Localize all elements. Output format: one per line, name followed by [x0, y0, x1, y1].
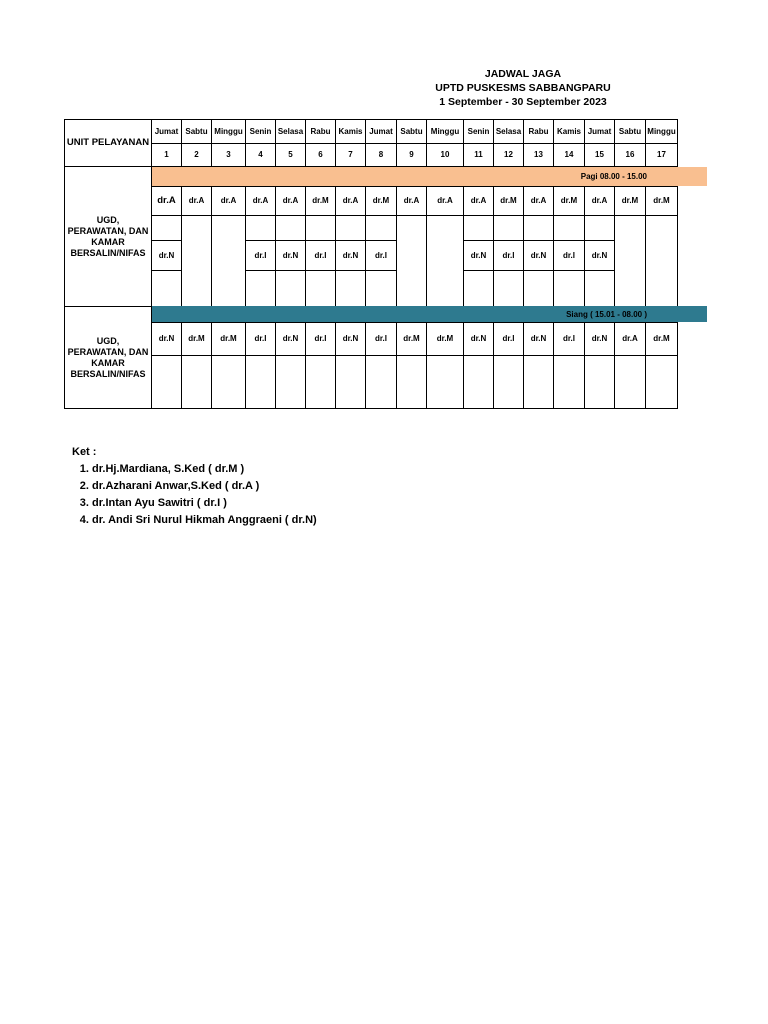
siang-duty-cell: dr.M — [211, 322, 246, 356]
pagi-duty-cell: dr.M — [614, 186, 646, 216]
pagi-duty-cell: dr.A — [245, 186, 276, 216]
date-header-cell: 16 — [614, 143, 646, 167]
pagi-empty-cell — [426, 215, 464, 307]
pagi-duty-cell: dr.A — [181, 186, 212, 216]
siang-duty-cell: dr.M — [645, 322, 678, 356]
pagi-empty-cell — [181, 215, 212, 307]
siang-empty-cell — [151, 355, 182, 409]
siang-duty-cell: dr.N — [584, 322, 615, 356]
schedule-title: JADWAL JAGA — [484, 68, 562, 80]
siang-empty-cell — [365, 355, 397, 409]
siang-duty-cell: dr.I — [245, 322, 276, 356]
pagi-duty-cell: dr.A — [426, 186, 464, 216]
day-header-cell: Rabu — [305, 119, 336, 144]
pagi-empty-cell — [523, 270, 554, 307]
date-header-cell: 8 — [365, 143, 397, 167]
siang-duty-cell: dr.I — [553, 322, 585, 356]
pagi-duty-cell: dr.I — [365, 240, 397, 271]
siang-empty-cell — [181, 355, 212, 409]
pagi-empty-cell — [275, 215, 306, 241]
pagi-duty-cell: dr.A — [584, 186, 615, 216]
day-header-cell: Kamis — [335, 119, 366, 144]
siang-empty-cell — [211, 355, 246, 409]
pagi-empty-cell — [584, 215, 615, 241]
pagi-empty-cell — [553, 270, 585, 307]
pagi-unit-cell: UGD, PERAWATAN, DAN KAMAR BERSALIN/NIFAS — [64, 166, 152, 307]
siang-shift-band: Siang ( 15.01 - 08.00 ) — [151, 306, 707, 322]
siang-empty-cell — [523, 355, 554, 409]
siang-duty-cell: dr.N — [151, 322, 182, 356]
day-header-cell: Minggu — [645, 119, 678, 144]
pagi-empty-cell — [365, 215, 397, 241]
siang-duty-cell: dr.N — [335, 322, 366, 356]
day-header-cell: Minggu — [211, 119, 246, 144]
date-header-cell: 5 — [275, 143, 306, 167]
pagi-duty-cell: dr.I — [305, 240, 336, 271]
date-header-cell: 13 — [523, 143, 554, 167]
date-header-cell: 17 — [645, 143, 678, 167]
pagi-duty-cell: dr.A — [396, 186, 427, 216]
pagi-empty-cell — [396, 215, 427, 307]
pagi-duty-cell: dr.N — [335, 240, 366, 271]
pagi-empty-cell — [335, 270, 366, 307]
siang-duty-cell: dr.N — [523, 322, 554, 356]
date-header-cell: 11 — [463, 143, 494, 167]
date-header-cell: 4 — [245, 143, 276, 167]
day-header-cell: Senin — [463, 119, 494, 144]
date-header-cell: 7 — [335, 143, 366, 167]
siang-empty-cell — [463, 355, 494, 409]
pagi-empty-cell — [245, 270, 276, 307]
pagi-duty-cell: dr.M — [305, 186, 336, 216]
pagi-duty-cell: dr.N — [463, 240, 494, 271]
pagi-duty-cell: dr.I — [245, 240, 276, 271]
siang-empty-cell — [275, 355, 306, 409]
pagi-duty-cell: dr.A — [275, 186, 306, 216]
pagi-duty-cell: dr.N — [151, 240, 182, 271]
pagi-empty-cell — [553, 215, 585, 241]
pagi-duty-cell: dr.A — [523, 186, 554, 216]
pagi-duty-cell: dr.N — [584, 240, 615, 271]
pagi-empty-cell — [365, 270, 397, 307]
date-header-cell: 14 — [553, 143, 585, 167]
pagi-empty-cell — [463, 270, 494, 307]
notes-label: Ket : — [72, 446, 97, 458]
siang-empty-cell — [396, 355, 427, 409]
unit-header-cell: UNIT PELAYANAN — [64, 119, 152, 167]
day-header-cell: Kamis — [553, 119, 585, 144]
siang-unit-cell: UGD, PERAWATAN, DAN KAMAR BERSALIN/NIFAS — [64, 306, 152, 409]
day-header-cell: Senin — [245, 119, 276, 144]
pagi-empty-cell — [493, 270, 524, 307]
day-header-cell: Rabu — [523, 119, 554, 144]
siang-empty-cell — [305, 355, 336, 409]
pagi-duty-cell: dr.N — [275, 240, 306, 271]
pagi-duty-cell: dr.M — [493, 186, 524, 216]
pagi-empty-cell — [493, 215, 524, 241]
day-header-cell: Selasa — [275, 119, 306, 144]
pagi-empty-cell — [335, 215, 366, 241]
day-header-cell: Jumat — [584, 119, 615, 144]
pagi-duty-cell: dr.A — [463, 186, 494, 216]
pagi-empty-cell — [463, 215, 494, 241]
pagi-empty-cell — [305, 270, 336, 307]
siang-duty-cell: dr.I — [305, 322, 336, 356]
siang-empty-cell — [614, 355, 646, 409]
pagi-empty-cell — [305, 215, 336, 241]
day-header-cell: Minggu — [426, 119, 464, 144]
day-header-cell: Jumat — [151, 119, 182, 144]
day-header-cell: Selasa — [493, 119, 524, 144]
pagi-duty-cell: dr.M — [553, 186, 585, 216]
note-item: 1. dr.Hj.Mardiana, S.Ked ( dr.M ) — [92, 461, 317, 478]
pagi-empty-cell — [645, 215, 678, 307]
notes-section — [72, 446, 317, 529]
pagi-shift-band: Pagi 08.00 - 15.00 — [151, 167, 707, 186]
note-item: 4. dr. Andi Sri Nurul Hikmah Anggraeni ( dr.N) — [92, 512, 317, 529]
siang-empty-cell — [493, 355, 524, 409]
pagi-empty-cell — [245, 215, 276, 241]
pagi-empty-cell — [523, 215, 554, 241]
day-header-cell: Sabtu — [181, 119, 212, 144]
schedule-period: 1 September - 30 September 2023 — [439, 96, 607, 108]
date-header-cell: 6 — [305, 143, 336, 167]
schedule-subtitle: UPTD PUSKESMS SABBANGPARU — [435, 82, 611, 94]
date-header-cell: 1 — [151, 143, 182, 167]
pagi-empty-cell — [584, 270, 615, 307]
siang-empty-cell — [335, 355, 366, 409]
day-header-cell: Sabtu — [614, 119, 646, 144]
siang-empty-cell — [584, 355, 615, 409]
date-header-cell: 15 — [584, 143, 615, 167]
siang-duty-cell: dr.M — [396, 322, 427, 356]
pagi-duty-cell: dr.M — [365, 186, 397, 216]
pagi-empty-cell — [275, 270, 306, 307]
siang-duty-cell: dr.I — [365, 322, 397, 356]
pagi-duty-cell: dr.A — [211, 186, 246, 216]
pagi-duty-cell: dr.N — [523, 240, 554, 271]
pagi-duty-cell: dr.I — [553, 240, 585, 271]
note-item: 2. dr.Azharani Anwar,S.Ked ( dr.A ) — [92, 478, 317, 495]
pagi-duty-cell: dr.I — [493, 240, 524, 271]
pagi-empty-cell — [151, 270, 182, 307]
pagi-duty-cell: dr.A — [151, 186, 182, 216]
date-header-cell: 12 — [493, 143, 524, 167]
siang-empty-cell — [245, 355, 276, 409]
date-header-cell: 3 — [211, 143, 246, 167]
siang-duty-cell: dr.M — [426, 322, 464, 356]
notes-list — [72, 461, 317, 529]
pagi-empty-cell — [614, 215, 646, 307]
siang-duty-cell: dr.I — [493, 322, 524, 356]
date-header-cell: 10 — [426, 143, 464, 167]
schedule-table — [0, 0, 768, 420]
siang-empty-cell — [426, 355, 464, 409]
siang-empty-cell — [645, 355, 678, 409]
date-header-cell: 9 — [396, 143, 427, 167]
note-item: 3. dr.Intan Ayu Sawitri ( dr.I ) — [92, 495, 317, 512]
pagi-empty-cell — [211, 215, 246, 307]
siang-duty-cell: dr.A — [614, 322, 646, 356]
siang-empty-cell — [553, 355, 585, 409]
day-header-cell: Sabtu — [396, 119, 427, 144]
siang-duty-cell: dr.N — [463, 322, 494, 356]
pagi-duty-cell: dr.A — [335, 186, 366, 216]
siang-duty-cell: dr.M — [181, 322, 212, 356]
date-header-cell: 2 — [181, 143, 212, 167]
pagi-duty-cell: dr.M — [645, 186, 678, 216]
pagi-empty-cell — [151, 215, 182, 241]
siang-duty-cell: dr.N — [275, 322, 306, 356]
day-header-cell: Jumat — [365, 119, 397, 144]
